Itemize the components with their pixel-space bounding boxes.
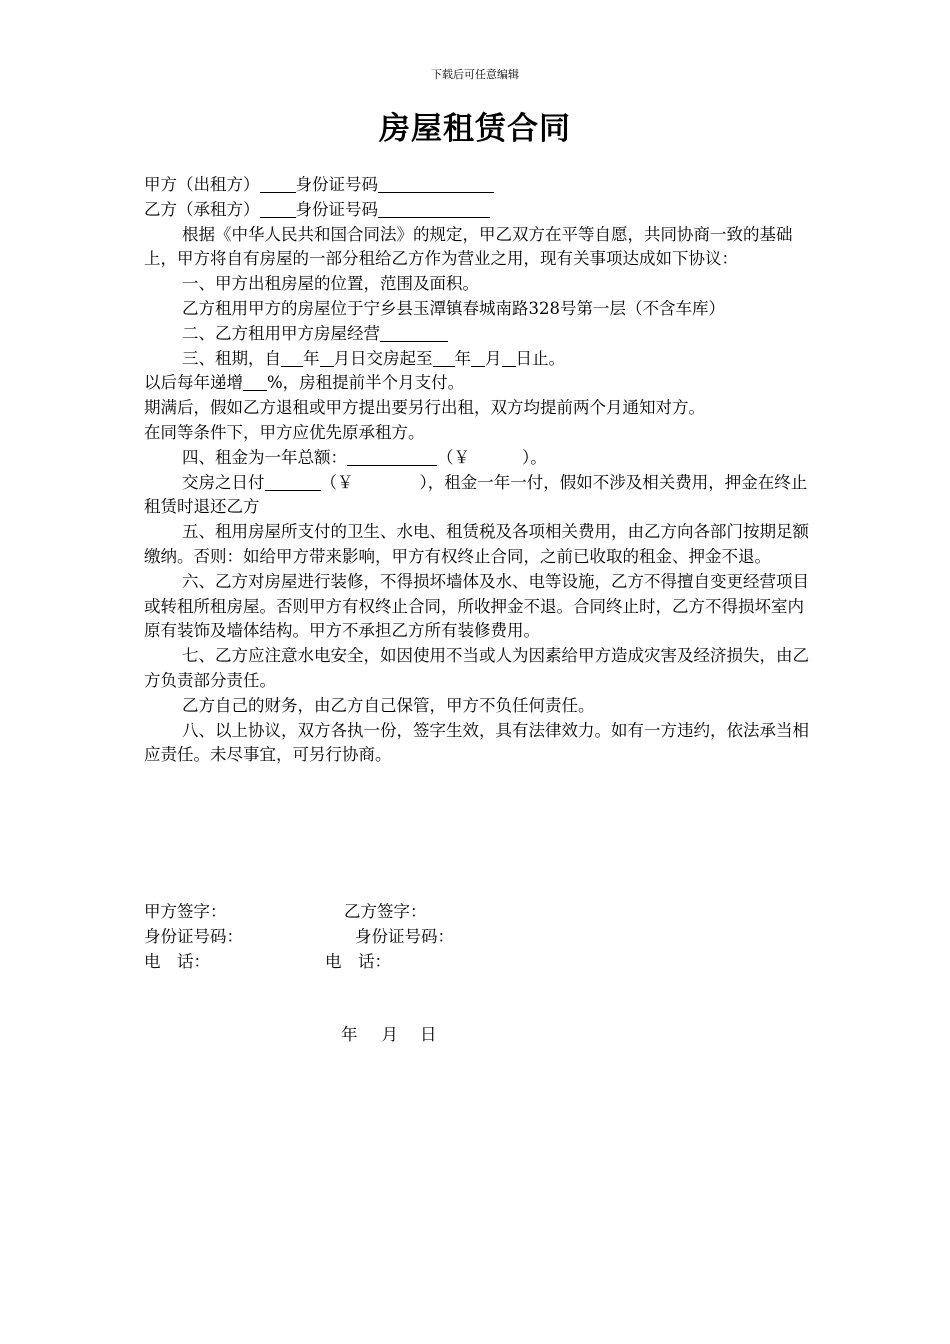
end-year-blank[interactable] xyxy=(433,348,455,367)
section-4-deposit xyxy=(144,471,814,521)
increase-text: %，房租提前半个月支付。 xyxy=(267,373,465,393)
section-7a: 七、乙方应注意水电安全，如因使用不当或人为因素给甲方造成灾害及经济损失，由乙方负责部分责任。 xyxy=(144,646,809,690)
party-b-label: 乙方（承租方） xyxy=(144,199,260,219)
party-b-id-sign-label: 身份证号码： xyxy=(355,927,454,946)
year-label: 年 xyxy=(303,348,320,368)
party-b-id-label: 身份证号码 xyxy=(295,199,378,219)
party-b-id-blank[interactable] xyxy=(378,199,490,218)
deposit-label: 交房之日付 xyxy=(182,472,265,492)
page-header-note: 下载后可任意编辑 xyxy=(431,68,519,81)
increase-label: 以后每年递增 xyxy=(144,373,243,393)
increase-percent-blank[interactable] xyxy=(243,372,267,391)
section-1-body: 乙方租用甲方的房屋位于宁乡县玉潭镇春城南路328号第一层（不含车库） xyxy=(182,298,725,318)
intro-paragraph: 根据《中华人民共和国合同法》的规定，甲乙双方在平等自愿，共同协商一致的基础上，甲方将自有房屋的一部分租给乙方作为营业之用，现有关事项达成如下协议： xyxy=(144,224,793,269)
rent-yen-open: （￥ xyxy=(437,447,470,467)
rent-total-label: 四、租金为一年总额： xyxy=(182,447,347,467)
start-year-blank[interactable] xyxy=(281,348,303,367)
section-8: 八、以上协议，双方各执一份，签字生效，具有法律效力。如有一方违约，依法承当相应责任。未尽事宜，可另行协商。 xyxy=(144,720,809,765)
party-a-id-blank[interactable] xyxy=(378,174,494,193)
party-b-name-blank[interactable] xyxy=(260,199,296,218)
deposit-blank[interactable] xyxy=(265,472,321,491)
rent-yen-close: ）。 xyxy=(522,447,547,467)
handover-label: 日交房起至 xyxy=(350,348,433,368)
section-3-expire: 期满后，假如乙方退租或甲方提出要另行出租，双方均提前两个月通知对方。 xyxy=(144,398,705,418)
party-a-phone-label: 电 话： xyxy=(144,952,210,971)
document-title: 房屋租赁合同 xyxy=(379,111,571,147)
deposit-yen-open: （￥ xyxy=(320,472,354,492)
date-year-label: 年 xyxy=(341,1025,358,1044)
month-label: 月 xyxy=(333,348,350,368)
party-a-name-blank[interactable] xyxy=(260,174,296,193)
business-blank[interactable] xyxy=(380,323,448,342)
year-label: 年 xyxy=(454,348,471,368)
section-4-rent xyxy=(144,446,814,471)
section-2 xyxy=(144,322,814,347)
section-3-priority: 在同等条件下，甲方应优先原承租方。 xyxy=(144,422,425,442)
section-6: 六、乙方对房屋进行装修，不得损坏墙体及水、电等设施，乙方不得擅自变更经营项目或转租所租房屋。否则甲方有权终止合同，所收押金不退。合同终止时，乙方不得损坏室内原有装饰及墙体结构。甲方不承担乙方所有装修费用。 xyxy=(144,571,809,641)
section-7b: 乙方自己的财务，由乙方自己保管，甲方不负任何责任。 xyxy=(182,695,595,715)
section-3-increase xyxy=(144,371,814,396)
date-month-label: 月 xyxy=(381,1025,398,1044)
party-a-signature-label: 甲方签字： xyxy=(144,902,227,921)
end-day-blank[interactable] xyxy=(502,348,516,367)
signing-date xyxy=(341,1021,437,1045)
end-month-blank[interactable] xyxy=(471,348,485,367)
party-a-label: 甲方（出租方） xyxy=(144,175,260,194)
contract-body xyxy=(144,173,814,768)
date-day-label: 日 xyxy=(420,1025,437,1044)
term-from-label: 三、租期，自 xyxy=(182,348,281,368)
term-end-label: 日止。 xyxy=(515,348,565,368)
section-3-term xyxy=(144,347,814,372)
section-2-text: 二、乙方租用甲方房屋经营 xyxy=(182,323,380,343)
party-b-signature-label: 乙方签字： xyxy=(344,902,427,921)
party-b-phone-label: 电 话： xyxy=(325,952,391,971)
party-a-id-sign-label: 身份证号码： xyxy=(144,927,243,946)
rent-total-blank[interactable] xyxy=(347,447,437,466)
start-month-blank[interactable] xyxy=(320,348,334,367)
party-a-id-label: 身份证号码 xyxy=(295,175,378,194)
month-label: 月 xyxy=(485,348,502,368)
party-b-line xyxy=(144,198,814,223)
deposit-text: ），租金一年一付，假如不涉及相关费用，押金在终止租赁时退还乙方 xyxy=(144,472,808,517)
section-1-heading: 一、甲方出租房屋的位置，范围及面积。 xyxy=(182,274,479,294)
section-5: 五、租用房屋所支付的卫生、水电、租赁税及各项相关费用，由乙方向各部门按期足额缴纳。否则：如给甲方带来影响，甲方有权终止合同，之前已收取的租金、押金不退。 xyxy=(144,522,809,566)
party-a-line xyxy=(144,173,814,198)
